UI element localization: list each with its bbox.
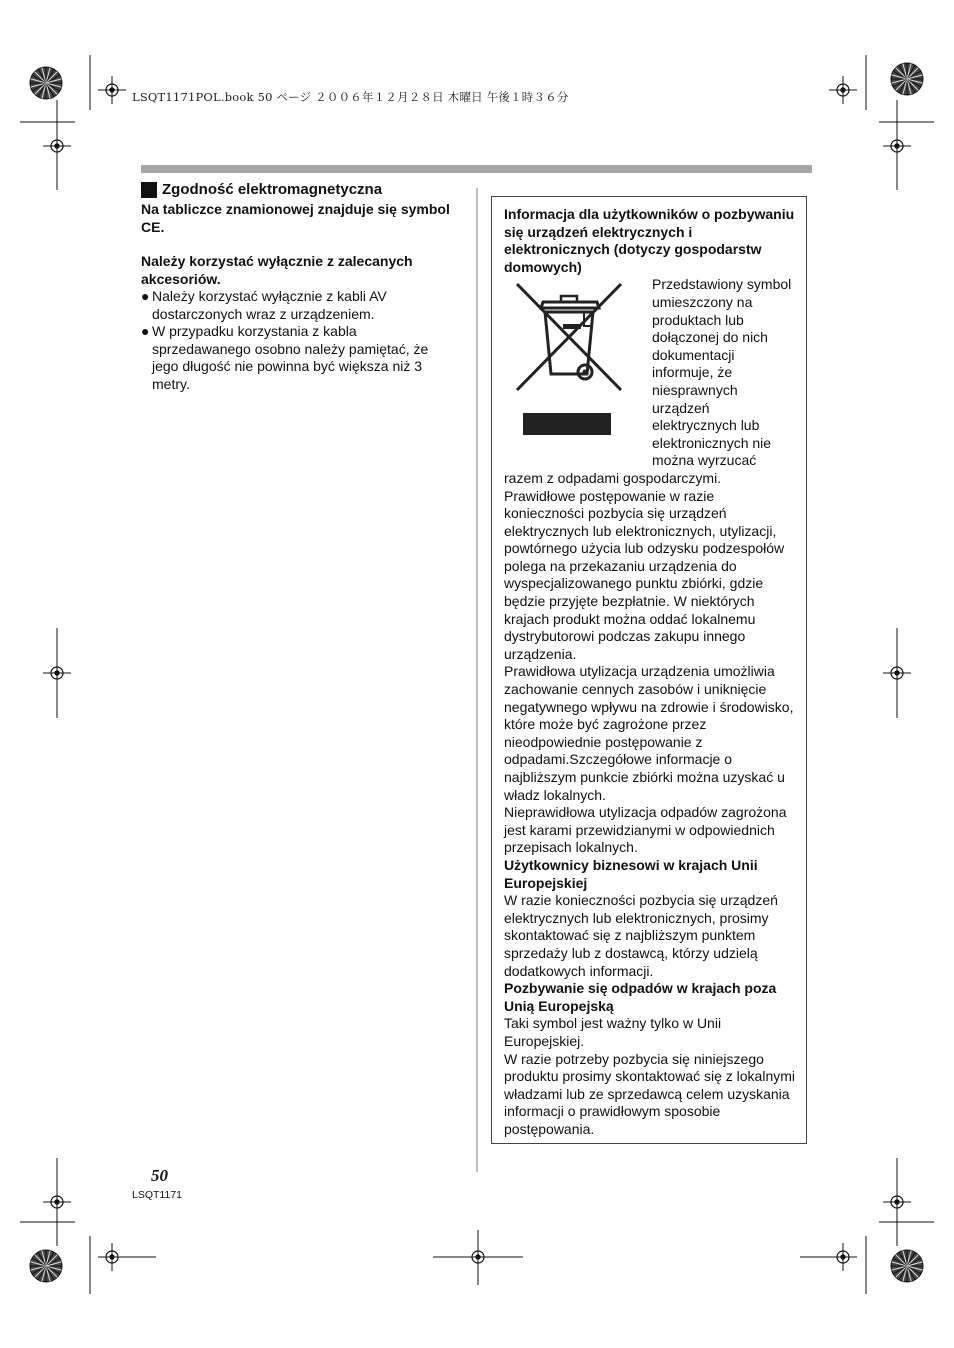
- registration-cross-icon: [98, 76, 126, 104]
- list-item: ● W przypadku korzystania z kabla sprzedawanego osobno należy pamiętać, że jego długość nie powinna być większa niż 3 metry.: [141, 323, 429, 392]
- ce-note: Na tabliczce znamionowej znajduje się symbol CE.: [141, 201, 450, 235]
- heading-square-icon: [141, 182, 157, 198]
- info-paragraph-1: Przedstawiony symbol umieszczony na produktach lub dołączonej do nich dokumentacji informuje, że niesprawnych urządzeń elektrycznych lub elektronicznych nie można wyrzucać razem z odpadami gospodarczymi.: [504, 276, 792, 486]
- column-divider: [476, 188, 478, 1172]
- document-code: LSQT1171: [132, 1189, 183, 1201]
- crossed-out-wheelie-bin-icon: [504, 276, 644, 464]
- outside-eu-text-1: Taki symbol jest ważny tylko w Unii Europejskiej.: [504, 1015, 722, 1049]
- outside-eu-text-2: W razie potrzeby pozbycia się niniejszego produktu prosimy skontaktować się z lokalnymi władzami lub ze sprzedawcą celem uzyskania informacji o prawidłowym sposobie postępowania.: [504, 1050, 796, 1137]
- disposal-info-box: [491, 196, 807, 1144]
- top-rule: [141, 165, 812, 173]
- registration-cross-icon: [829, 76, 857, 104]
- registration-star-icon: [891, 63, 923, 95]
- outside-eu-heading: Pozbywanie się odpadów w krajach poza Unią Europejską: [504, 980, 777, 1014]
- business-text: W razie konieczności pozbycia się urządzeń elektrycznych lub elektronicznych, prosimy skontaktować się z najbliższym punktem sprzedaży lub z dostawcą, którzy udzielą dodatkowych informacji.: [504, 892, 778, 979]
- accessories-heading: Należy korzystać wyłącznie z zalecanych akcesoriów.: [141, 253, 413, 287]
- print-header: LSQT1171POL.book 50 ページ ２００６年１２月２８日 木曜日 午後１時３６分: [132, 90, 569, 104]
- page-number: 50: [151, 1166, 168, 1185]
- info-title: Informacja dla użytkowników o pozbywaniu się urządzeń elektrycznych i elektronicznych (dotyczy gospodarstw domowych): [504, 206, 795, 275]
- left-column: [141, 180, 456, 393]
- registration-star-icon: [891, 1250, 923, 1282]
- bullet-icon: ●: [141, 323, 150, 339]
- info-paragraph-3: Prawidłowa utylizacja urządzenia umożliwia zachowanie cennych zasobów i uniknięcie negatywnego wpływu na zdrowie i środowisko, które może być zagrożone przez nieodpowiednie postępowanie z odpadami.Szczegółowe informacje o najbliższym punkcie zbiórki można uzyskać u władz lokalnych.: [504, 663, 794, 803]
- bullet-icon: ●: [141, 288, 150, 304]
- registration-star-icon: [30, 67, 62, 99]
- business-heading: Użytkownicy biznesowi w krajach Unii Europejskiej: [504, 856, 758, 891]
- info-paragraph-2: Prawidłowe postępowanie w razie konieczności pozbycia się urządzeń elektrycznych lub elektronicznych, utylizacji, powtórnego użycia lub odzysku podzespołów polega na przekazaniu urządzenia do wyspecjalizowanego punktu zbiórki, gdzie będzie przyjęte bezpłatnie. W niektórych krajach produkt można oddać lokalnemu dystrybutorowi podczas zakupu innego urządzenia.: [504, 487, 785, 662]
- registration-star-icon: [30, 1250, 62, 1282]
- accessory-list: [141, 288, 456, 393]
- info-paragraph-4: Nieprawidłowa utylizacja odpadów zagrożona jest karami przewidzianymi w odpowiednich przepisach lokalnych.: [504, 804, 787, 856]
- section-heading-text: Zgodność elektromagnetyczna: [162, 181, 383, 198]
- list-item: ● Należy korzystać wyłącznie z kabli AV dostarczonych wraz z urządzeniem.: [141, 288, 387, 322]
- section-heading: [141, 180, 456, 199]
